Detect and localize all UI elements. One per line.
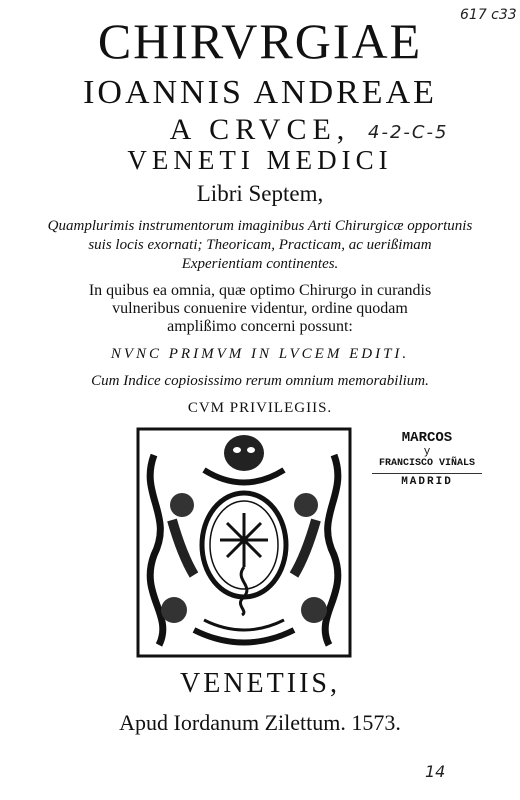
- subtitle-line-3: Experientiam continentes.: [181, 256, 339, 272]
- author-name: IOANNIS ANDREAE: [83, 74, 437, 111]
- edition-note: NVNC PRIMVM IN LVCEM EDITI.: [110, 346, 410, 362]
- printer-device-icon: [134, 425, 354, 660]
- handwritten-bottom: 14: [425, 762, 446, 781]
- title-chirurgiae: CHIRVRGIAE: [97, 13, 423, 69]
- author-title: VENETI MEDICI: [127, 145, 393, 175]
- imprint-printer-year: Apud Iordanum Zilettum. 1573.: [119, 710, 401, 735]
- handwritten-shelfmark: 617 c33: [460, 7, 517, 23]
- subtitle-line-2: suis locis exornati; Theoricam, Practicam, ac uerißimam: [88, 237, 432, 253]
- description-line-2: vulneribus conuenire videntur, ordine quodam: [112, 300, 408, 317]
- subtitle-line-1: Quamplurimis instrumentorum imaginibus Arti Chirurgicæ opportunis: [47, 218, 473, 234]
- author-surname: A CRVCE,: [169, 113, 351, 146]
- description-line-1: In quibus ea omnia, quæ optimo Chirurgo in curandis: [88, 282, 432, 299]
- books-count: Libri Septem,: [196, 181, 324, 206]
- stamp-line-4: MADRID: [372, 473, 482, 488]
- description-line-3: amplißimo concerni possunt:: [167, 318, 353, 335]
- stamp-line-1: MARCOS: [401, 430, 453, 446]
- stamp-line-3: FRANCISCO VIÑALS: [378, 458, 475, 469]
- imprint-place: VENETIIS,: [180, 668, 340, 699]
- privilege-note: CVM PRIVILEGIIS.: [187, 400, 333, 416]
- library-stamp: [362, 430, 492, 488]
- index-note: Cum Indice copiosissimo rerum omnium memorabilium.: [91, 373, 429, 389]
- handwritten-note: 4-2-C-5: [368, 122, 449, 143]
- stamp-line-2: y: [423, 446, 431, 458]
